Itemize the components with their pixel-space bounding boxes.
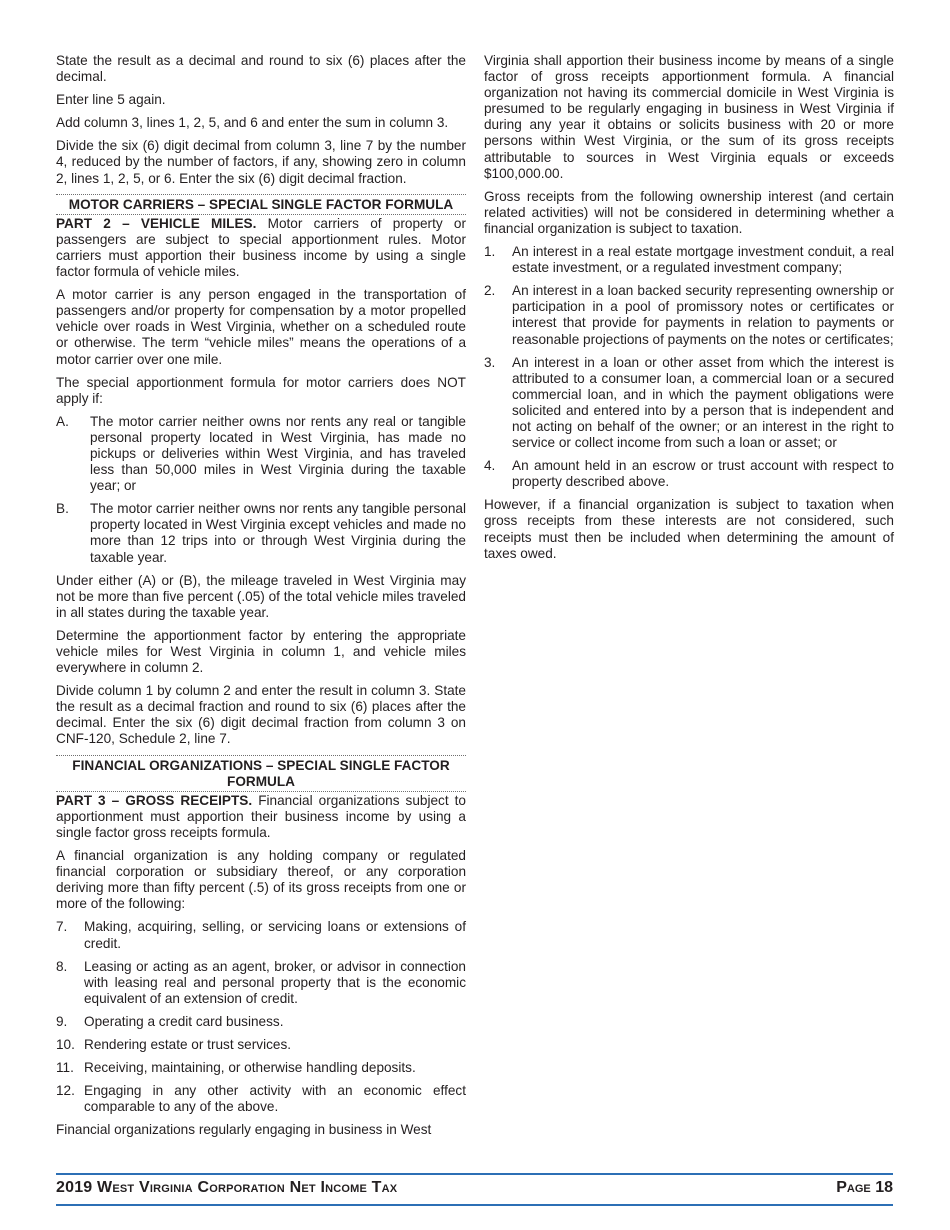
list-item-text: An interest in a loan backed security representing ownership or participation in a pool of promissory notes or certificates or interest that provide for payments in relation to payments or reasonable projections of payments on the notes or certificates; [512,283,894,347]
list-item-text: An interest in a real estate mortgage investment conduit, a real estate investment, or a regulated investment company; [512,244,894,276]
paragraph-however: However, if a financial organization is subject to taxation when gross receipts from these interests are not considered, such receipts must then be included when determining the amount of taxes owed. [484,497,894,561]
list-marker: 12. [56,1083,75,1099]
paragraph-financial-organization-definition: A financial organization is any holding company or regulated financial corporation or subsidiary thereof, or any corporation deriving more than fifty percent (.5) of its gross receipts from one or more of the following: [56,848,466,912]
list-item [484,283,894,347]
list-item [484,458,894,490]
financial-organizations-heading: FINANCIAL ORGANIZATIONS – SPECIAL SINGLE FACTOR FORMULA [56,755,466,792]
part2-lead: PART 2 – VEHICLE MILES. [56,215,257,231]
motor-carriers-heading: MOTOR CARRIERS – SPECIAL SINGLE FACTOR FORMULA [56,194,466,215]
list-marker: 1. [484,244,496,260]
list-item [56,414,466,494]
part3-text: Financial organizations subject to apportionment must apportion their business income by using a single factor gross receipts formula. [56,792,466,840]
list-marker: B. [56,501,69,517]
paragraph-state-result: State the result as a decimal and round to six (6) places after the decimal. [56,53,466,85]
list-marker: 9. [56,1013,68,1029]
list-item-text: Leasing or acting as an agent, broker, or advisor in connection with leasing real and personal property that is the economic equivalent of an extension of credit. [84,958,466,1006]
list-item [56,1060,466,1076]
list-item [56,919,466,951]
paragraph-special-formula: The special apportionment formula for motor carriers does NOT apply if: [56,374,466,406]
page-number: Page 18 [836,1179,893,1196]
paragraph-motor-carrier-definition: A motor carrier is any person engaged in the transportation of passengers and/or property for compensation by a motor propelled vehicle over roads in West Virginia, whether on a scheduled route or otherwise. The term “vehicle miles” means the operations of a motor carrier over one mile. [56,287,466,367]
list-item [56,501,466,565]
paragraph-under-either: Under either (A) or (B), the mileage traveled in West Virginia may not be more than five percent (.05) of the total vehicle miles traveled in all states during the taxable year. [56,572,466,620]
list-marker: A. [56,413,69,429]
list-marker: 10. [56,1036,75,1052]
list-item [56,1014,466,1030]
list-item [484,244,894,276]
footer-title: 2019 West Virginia Corporation Net Income Tax [56,1179,398,1196]
paragraph-divide-decimal: Divide the six (6) digit decimal from column 3, line 7 by the number 4, reduced by the number of factors, if any, showing zero in column 2, lines 1, 2, 5, or 6. Enter the six (6) digit decimal fraction. [56,138,466,186]
list-item-text: Receiving, maintaining, or otherwise handling deposits. [84,1060,416,1076]
left-column [56,53,466,1145]
list-marker: 3. [484,354,496,370]
paragraph-enter-line5: Enter line 5 again. [56,92,166,108]
paragraph-add-column3: Add column 3, lines 1, 2, 5, and 6 and enter the sum in column 3. [56,115,449,131]
list-marker: 11. [56,1060,74,1076]
list-item-text: An amount held in an escrow or trust account with respect to property described above. [512,458,894,490]
list-marker: 7. [56,919,68,935]
list-marker: 2. [484,283,496,299]
list-item-text: The motor carrier neither owns nor rents any real or tangible personal property located in West Virginia, has made no pickups or deliveries within West Virginia, and has traveled less than 50,000 miles in West Virginia during the taxable year; or [90,413,466,494]
activity-list [56,919,466,1115]
paragraph-determine-factor: Determine the apportionment factor by entering the appropriate vehicle miles for West Virginia in column 1, and vehicle miles everywhere in column 2. [56,627,466,676]
list-item-text: Making, acquiring, selling, or servicing loans or extensions of credit. [84,919,466,951]
part3-lead: PART 3 – GROSS RECEIPTS. [56,792,253,808]
list-item-text: Rendering estate or trust services. [84,1036,292,1052]
paragraph-virginia-apportion: Virginia shall apportion their business income by means of a single factor of gross receipts apportionment formula. A financial organization not having its commercial domicile in West Virginia is presumed to be regularly engaging in business in West Virginia if during any year it obtains or solicits business with 20 or more persons within West Virginia, or the sum of its gross receipts attributable to sources in West Virginia equals or exceeds $100,000.00. [484,53,894,181]
part2-text: Motor carriers of property or passengers are subject to special apportionment rules. Motor carriers must apportion their business income by using a single factor formula of vehicle miles. [56,215,467,280]
list-item [56,959,466,1007]
paragraph-part2 [56,216,466,280]
right-column [484,53,894,569]
list-marker: 4. [484,458,496,474]
paragraph-divide-column: Divide column 1 by column 2 and enter the result in column 3. State the result as a decimal fraction and round to six (6) places after the decimal. Enter the six (6) digit decimal fraction from column 3 on CNF-120, Schedule 2, line 7. [56,683,466,747]
paragraph-part3 [56,793,466,841]
exemption-list [56,414,466,566]
list-marker: 8. [56,958,68,974]
list-item [484,355,894,452]
paragraph-gross-receipts: Gross receipts from the following ownership interest (and certain related activities) will not be considered in determining whether a financial organization is subject to taxation. [484,188,894,236]
list-item-text: Engaging in any other activity with an economic effect comparable to any of the above. [84,1083,466,1115]
list-item [56,1037,466,1053]
page-footer [56,1173,893,1206]
list-item-text: An interest in a loan or other asset from which the interest is attributed to a consumer loan, a commercial loan or a secured commercial loan, and in which the payment obligations were solicited and entered into by a person that is independent and not acting on behalf of the owner; or an interest in the right to service or collect income from such a loan or asset; or [512,354,894,451]
list-item [56,1083,466,1115]
list-item-text: The motor carrier neither owns nor rents any tangible personal property located in West Virginia except vehicles and made no more than 12 trips into or through West Virginia during the taxable year. [90,501,466,565]
ownership-interest-list [484,244,894,490]
paragraph-regularly-engaging: Financial organizations regularly engaging in business in West [56,1122,432,1138]
list-item-text: Operating a credit card business. [84,1013,284,1029]
